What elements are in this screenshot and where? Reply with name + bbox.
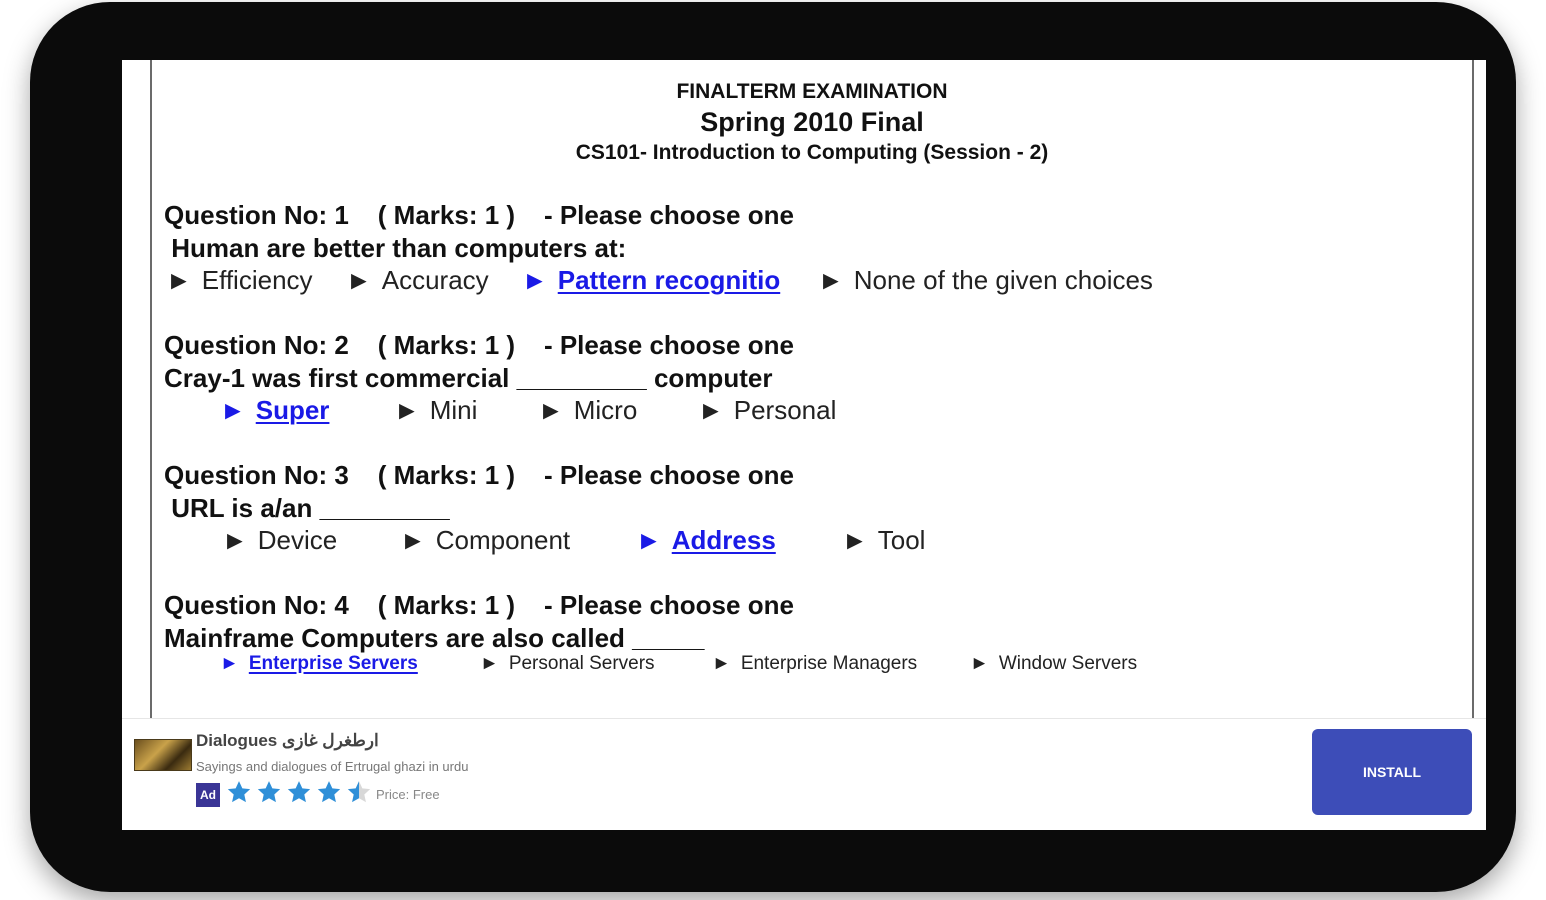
option-component[interactable]: ► Component — [400, 525, 571, 555]
star-rating — [226, 779, 372, 809]
question-text: Mainframe Computers are also called _____ — [164, 623, 705, 653]
exam-title: FINALTERM EXAMINATION — [676, 80, 948, 103]
option-personal[interactable]: ► Personal — [698, 395, 837, 425]
question-header: Question No: 2 ( Marks: 1 ) - Please choose one — [164, 330, 794, 360]
triangle-icon: ► — [818, 265, 844, 295]
triangle-icon: ► — [842, 525, 868, 555]
question-header: Question No: 3 ( Marks: 1 ) - Please choose one — [164, 460, 794, 490]
triangle-icon: ► — [346, 265, 372, 295]
option-address-correct[interactable]: ► Address — [636, 525, 776, 555]
triangle-icon: ► — [970, 653, 989, 674]
triangle-icon: ► — [166, 265, 192, 295]
ad-description: Sayings and dialogues of Ertrugal ghazi in urdu — [196, 759, 469, 774]
app-thumbnail[interactable] — [134, 739, 192, 771]
course-title: CS101- Introduction to Computing (Session - 2) — [575, 141, 1049, 164]
option-accuracy[interactable]: ► Accuracy — [346, 265, 489, 295]
ad-badge: Ad — [196, 783, 220, 807]
triangle-icon: ► — [538, 395, 564, 425]
triangle-icon: ► — [222, 525, 248, 555]
triangle-icon: ► — [636, 525, 662, 555]
triangle-icon: ► — [220, 395, 246, 425]
option-efficiency[interactable]: ► Efficiency — [166, 265, 313, 295]
star-icon — [346, 779, 372, 805]
question-header: Question No: 4 ( Marks: 1 ) - Please choose one — [164, 590, 794, 620]
option-none-of-given[interactable]: ► None of the given choices — [818, 265, 1153, 295]
option-mini[interactable]: ► Mini — [394, 395, 478, 425]
ad-price: Price: Free — [376, 787, 440, 802]
question-3 — [164, 460, 1454, 580]
triangle-icon: ► — [698, 395, 724, 425]
question-text: URL is a/an _________ — [164, 493, 450, 523]
option-pattern-recognition-correct[interactable]: ► Pattern recognitio — [522, 265, 781, 295]
ad-title[interactable]: Dialogues ارطغرل غازی — [196, 731, 379, 750]
triangle-icon: ► — [394, 395, 420, 425]
exam-subtitle: Spring 2010 Final — [700, 107, 924, 137]
question-text: Human are better than computers at: — [164, 233, 627, 263]
option-micro[interactable]: ► Micro — [538, 395, 638, 425]
star-icon — [316, 779, 342, 805]
tablet-frame — [30, 2, 1516, 892]
option-device[interactable]: ► Device — [222, 525, 338, 555]
install-button[interactable]: INSTALL — [1312, 729, 1472, 815]
question-header: Question No: 1 ( Marks: 1 ) - Please choose one — [164, 200, 794, 230]
triangle-icon: ► — [400, 525, 426, 555]
option-window-servers[interactable]: ► Window Servers — [970, 653, 1138, 674]
triangle-icon: ► — [480, 653, 499, 674]
question-2 — [164, 330, 1454, 450]
star-icon — [226, 779, 252, 805]
ad-banner[interactable] — [122, 718, 1486, 830]
exam-document — [150, 60, 1474, 718]
screen — [122, 60, 1486, 830]
triangle-icon: ► — [712, 653, 731, 674]
star-icon — [286, 779, 312, 805]
option-enterprise-servers-correct[interactable]: ► Enterprise Servers — [220, 653, 418, 674]
triangle-icon: ► — [522, 265, 548, 295]
option-tool[interactable]: ► Tool — [842, 525, 926, 555]
option-super-correct[interactable]: ► Super — [220, 395, 330, 425]
option-personal-servers[interactable]: ► Personal Servers — [480, 653, 655, 674]
question-1 — [164, 200, 1454, 320]
question-text: Cray-1 was first commercial _________ computer — [164, 363, 773, 393]
option-enterprise-managers[interactable]: ► Enterprise Managers — [712, 653, 918, 674]
star-icon — [256, 779, 282, 805]
triangle-icon: ► — [220, 653, 239, 674]
question-4 — [164, 590, 1454, 710]
